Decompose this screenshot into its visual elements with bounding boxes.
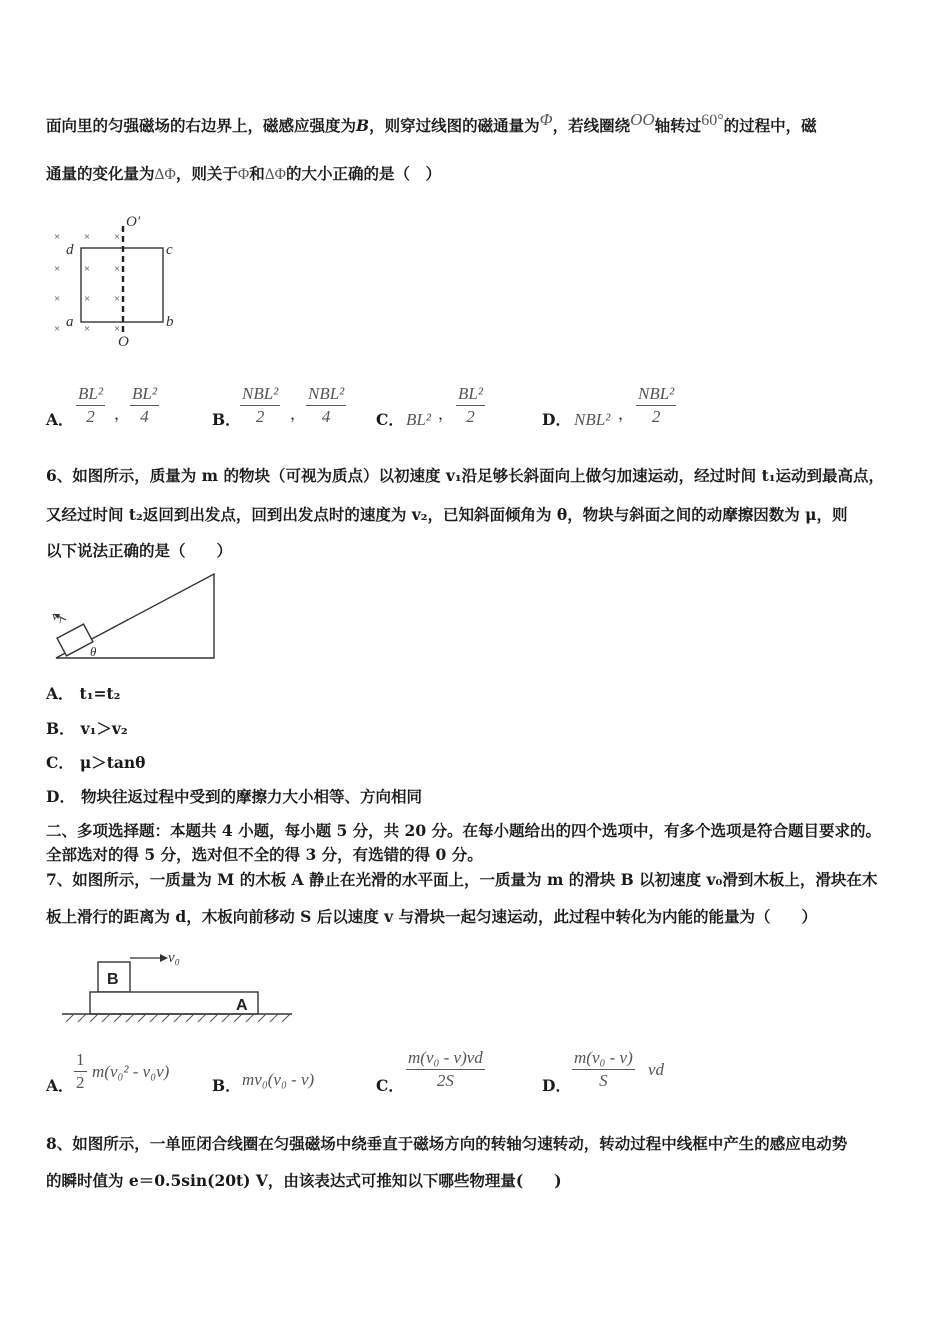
q5-text: ，若线圈绕	[552, 116, 631, 135]
q5-option-b-frac2: NBL² 4	[308, 384, 345, 426]
label-O-prime: O′	[126, 214, 141, 230]
q8-line2: 的瞬时值为 e＝0.5sin(20t) V，由该表达式可推知以下哪些物理量( )	[46, 1171, 562, 1190]
q7-option-b-plain: mv₀(v₀ - v)	[242, 1070, 315, 1089]
svg-text:×: ×	[84, 293, 91, 305]
q7-option-a-frac: 1 2	[76, 1050, 85, 1092]
svg-text:×: ×	[114, 323, 121, 335]
q7-option-d-tail: vd	[648, 1060, 665, 1079]
svg-text:×: ×	[54, 323, 61, 335]
q5-option-c-plain: BL²	[406, 410, 431, 429]
q6-option-letter: D．	[46, 787, 75, 806]
q5-option-d-frac2: NBL² 2	[638, 384, 675, 426]
q5-text: 的大小正确的是（ ）	[286, 164, 442, 183]
label-v0: v₀	[168, 950, 180, 966]
q7-option-b-letter[interactable]: B．	[212, 1076, 241, 1095]
ground-hatching	[66, 1014, 290, 1022]
q5-axis: OO	[630, 110, 655, 129]
q6-option-text: v₁＞v₂	[80, 719, 128, 738]
label-theta: θ	[90, 644, 97, 659]
svg-text:×: ×	[84, 263, 91, 275]
q5-text: 通量的变化量为	[46, 164, 155, 183]
q5-option-a-frac2: BL² 4	[132, 384, 157, 426]
block	[57, 624, 93, 656]
q7-line1: 7、如图所示，一质量为 M 的木板 A 静止在光滑的水平面上，一质量为 m 的滑块 B 以初速度 v₀滑到木板上，滑块在木	[46, 870, 878, 889]
q7-option-a-letter[interactable]: A．	[46, 1076, 74, 1095]
q5-option-sep: ，	[290, 405, 306, 423]
section2-line1: 二、多项选择题：本题共 4 小题，每小题 5 分，共 20 分。在每小题给出的四个选项中，有多个选项是符合题目要求的。	[46, 821, 882, 840]
svg-text:×: ×	[54, 263, 61, 275]
q5-text: ，则关于	[175, 164, 238, 183]
q5-option-d-letter[interactable]: D．	[542, 410, 571, 429]
q6-option-letter: C．	[46, 753, 74, 772]
board-A	[90, 992, 258, 1014]
q5-dphi: ΔΦ	[154, 166, 176, 183]
svg-text:×: ×	[54, 231, 61, 243]
q6-option-text: μ＞tanθ	[79, 753, 146, 772]
field-crosses	[54, 231, 120, 335]
svg-text:×: ×	[84, 231, 91, 243]
q5-option-d-plain: NBL²	[574, 410, 611, 429]
label-O: O	[118, 334, 129, 350]
q6-option-a[interactable]	[46, 684, 120, 704]
q6-line1: 6、如图所示，质量为 m 的物块（可视为质点）以初速度 v₁沿足够长斜面向上做匀加速运动，经过时间 t₁运动到最高点，	[46, 466, 885, 485]
q5-option-a-letter[interactable]: A．	[46, 410, 74, 429]
q6-option-text: t₁=t₂	[79, 684, 121, 703]
q7-board-figure	[58, 944, 298, 1028]
q5-option-b-frac1: NBL² 2	[242, 384, 279, 426]
q5-text: 和	[249, 164, 265, 183]
label-c: c	[166, 242, 173, 258]
q6-line2: 又经过时间 t₂返回到出发点，回到出发点时的速度为 v₂，已知斜面倾角为 θ，物块与斜面之间的动摩擦因数为 μ，则	[46, 505, 848, 524]
q6-option-b[interactable]	[46, 719, 128, 739]
q5-option-a-frac1: BL² 2	[78, 384, 103, 426]
q7-line2: 板上滑行的距离为 d，木板向前移动 S 后以速度 v 与滑块一起匀速运动，此过程中转化为内能的能量为（ ）	[46, 907, 818, 926]
q6-option-letter: A．	[46, 684, 74, 703]
svg-text:×: ×	[84, 323, 91, 335]
q7-option-c-letter[interactable]: C．	[376, 1076, 404, 1095]
q6-line3: 以下说法正确的是（ ）	[46, 541, 233, 560]
q5-phi: Φ	[539, 110, 553, 129]
q5-option-sep: ，	[114, 405, 130, 423]
q5-text: 面向里的匀强磁场的右边界上，磁感应强度为	[46, 116, 357, 135]
q7-option-a-tail: m(v₀² - v₀v)	[92, 1062, 170, 1081]
label-a: a	[66, 314, 74, 330]
q6-option-text: 物块往返过程中受到的摩擦力大小相等、方向相同	[80, 787, 422, 806]
q5-angle: 60°	[701, 112, 724, 129]
q7-option-d-letter[interactable]: D．	[542, 1076, 571, 1095]
arrow-head-icon	[160, 954, 168, 962]
svg-text:×: ×	[114, 231, 121, 243]
q5-option-sep: ，	[438, 405, 454, 423]
q5-coil-figure	[48, 208, 198, 350]
label-A: A	[236, 997, 248, 1014]
q5-line1	[46, 110, 817, 137]
label-b: b	[166, 314, 174, 330]
q7-option-d-frac: m(v₀ - v) S	[574, 1048, 633, 1090]
label-v1: v₁	[52, 608, 63, 623]
q8-line1: 8、如图所示，一单匝闭合线圈在匀强磁场中绕垂直于磁场方向的转轴匀速转动，转动过程中线框中产生的感应电动势	[46, 1134, 848, 1153]
q5-phi: Φ	[237, 166, 250, 183]
label-B: B	[107, 971, 119, 988]
q5-line2	[46, 164, 441, 185]
q6-option-letter: B．	[46, 719, 75, 738]
svg-text:×: ×	[114, 263, 121, 275]
q5-option-c-frac2: BL² 2	[458, 384, 483, 426]
q6-incline-figure	[46, 570, 218, 662]
q5-option-c-letter[interactable]: C．	[376, 410, 404, 429]
q5-text: 的过程中，磁	[723, 116, 817, 135]
section2-line2: 全部选对的得 5 分，选对但不全的得 3 分，有选错的得 0 分。	[46, 845, 483, 864]
svg-text:×: ×	[54, 293, 61, 305]
q5-dphi: ΔΦ	[264, 166, 287, 183]
q6-option-c[interactable]	[46, 753, 146, 773]
label-d: d	[66, 242, 74, 258]
q5-option-b-letter[interactable]: B．	[212, 410, 241, 429]
q7-option-c-frac: m(v₀ - v)vd 2S	[408, 1048, 483, 1090]
q5-option-sep: ，	[618, 405, 634, 423]
q6-option-d[interactable]	[46, 787, 422, 807]
q5-var-B: B	[356, 116, 370, 135]
q5-text: ，则穿过线图的磁通量为	[369, 116, 540, 135]
svg-text:×: ×	[114, 293, 121, 305]
q5-text: 轴转过	[654, 116, 702, 135]
